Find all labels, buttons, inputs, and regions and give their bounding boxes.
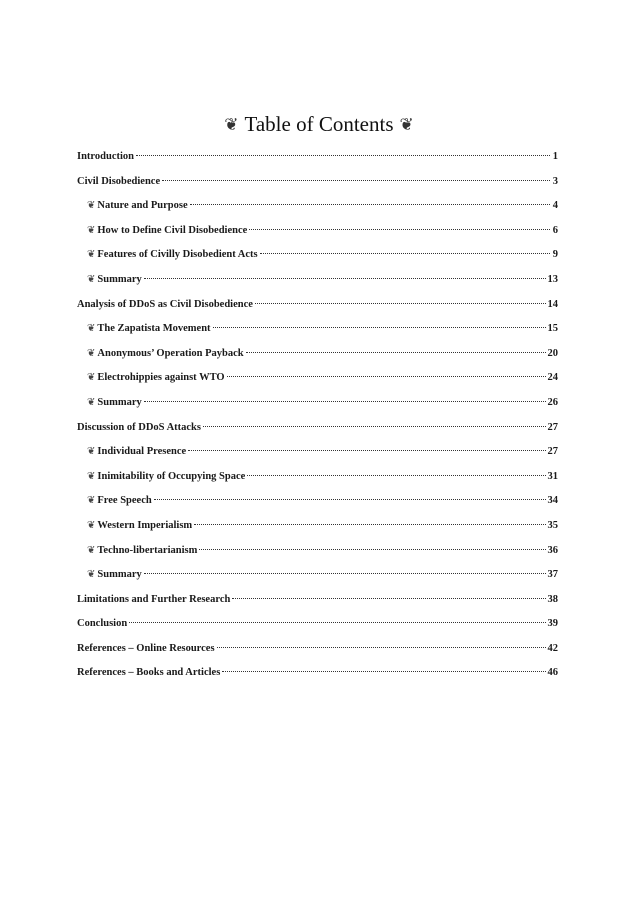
toc-subentry[interactable] bbox=[77, 514, 558, 539]
toc-subentry[interactable] bbox=[77, 219, 558, 244]
toc-subentry[interactable] bbox=[77, 539, 558, 564]
toc-page-number: 9 bbox=[552, 249, 558, 261]
toc-entry-label: The Zapatista Movement bbox=[97, 323, 211, 335]
toc-entry[interactable] bbox=[77, 170, 558, 195]
toc-subentry[interactable] bbox=[77, 563, 558, 588]
toc-subentry[interactable] bbox=[77, 342, 558, 367]
toc-page-number: 24 bbox=[547, 372, 558, 384]
dot-leader bbox=[129, 622, 545, 623]
toc-page-number: 3 bbox=[552, 175, 558, 187]
toc-page-number: 20 bbox=[547, 347, 558, 359]
toc-page-number: 31 bbox=[547, 470, 558, 482]
dot-leader bbox=[162, 180, 550, 181]
toc-entry-label: Civil Disobedience bbox=[77, 175, 161, 187]
toc-entry-label: References – Online Resources bbox=[77, 642, 215, 654]
dot-leader bbox=[136, 155, 550, 156]
toc-entry[interactable] bbox=[77, 416, 558, 441]
toc-subentry[interactable] bbox=[77, 243, 558, 268]
toc-entry-label: Summary bbox=[97, 396, 142, 408]
dot-leader bbox=[144, 401, 546, 402]
toc-entry-label: Features of Civilly Disobedient Acts bbox=[97, 249, 258, 261]
toc-subentry[interactable] bbox=[77, 268, 558, 293]
toc-page-number: 38 bbox=[547, 593, 558, 605]
toc-entry-label: Summary bbox=[97, 273, 142, 285]
toc-page-number: 27 bbox=[547, 421, 558, 433]
toc-page-number: 26 bbox=[547, 396, 558, 408]
floral-bullet-icon: ❦ bbox=[87, 495, 96, 507]
floral-bullet-icon: ❦ bbox=[87, 249, 96, 261]
dot-leader bbox=[227, 376, 546, 377]
toc-entry-label: Introduction bbox=[77, 151, 134, 162]
floral-bullet-icon: ❦ bbox=[87, 323, 96, 335]
dot-leader bbox=[194, 524, 545, 525]
toc-entry-label: Anonymous’ Operation Payback bbox=[97, 347, 244, 359]
floral-bullet-icon: ❦ bbox=[87, 347, 96, 359]
dot-leader bbox=[260, 253, 550, 254]
toc-page-number: 37 bbox=[547, 569, 558, 581]
toc-page-number: 15 bbox=[547, 323, 558, 335]
toc-entry-label: Summary bbox=[97, 569, 142, 581]
toc-page-number: 42 bbox=[547, 642, 558, 654]
dot-leader bbox=[222, 671, 545, 672]
toc-page-number: 39 bbox=[547, 618, 558, 630]
floral-ornament-icon: ❦ bbox=[399, 115, 414, 135]
toc-page-number: 13 bbox=[547, 273, 558, 285]
floral-bullet-icon: ❦ bbox=[87, 200, 96, 212]
dot-leader bbox=[154, 499, 546, 500]
toc-subentry[interactable] bbox=[77, 440, 558, 465]
dot-leader bbox=[249, 229, 550, 230]
dot-leader bbox=[232, 598, 545, 599]
floral-bullet-icon: ❦ bbox=[87, 446, 96, 458]
toc-title-text: Table of Contents bbox=[244, 112, 394, 136]
floral-bullet-icon: ❦ bbox=[87, 544, 96, 556]
toc-entry[interactable] bbox=[77, 612, 558, 637]
toc-entry-label: Limitations and Further Research bbox=[77, 593, 231, 605]
toc-entry-label: Conclusion bbox=[77, 618, 128, 630]
toc-subentry[interactable] bbox=[77, 465, 558, 490]
floral-bullet-icon: ❦ bbox=[87, 372, 96, 384]
toc-subentry[interactable] bbox=[77, 391, 558, 416]
toc-page-number: 35 bbox=[547, 519, 558, 531]
toc-entry-label: Inimitability of Occupying Space bbox=[97, 470, 246, 482]
toc-page-number: 34 bbox=[547, 495, 558, 507]
toc-page-number: 1 bbox=[552, 151, 558, 162]
dot-leader bbox=[255, 303, 546, 304]
toc-entry[interactable] bbox=[77, 145, 558, 170]
floral-ornament-icon: ❦ bbox=[224, 115, 239, 135]
floral-bullet-icon: ❦ bbox=[87, 224, 96, 236]
toc-entry-label: How to Define Civil Disobedience bbox=[97, 224, 248, 236]
dot-leader bbox=[199, 549, 545, 550]
dot-leader bbox=[213, 327, 546, 328]
dot-leader bbox=[247, 475, 545, 476]
toc-subentry[interactable] bbox=[77, 194, 558, 219]
floral-bullet-icon: ❦ bbox=[87, 273, 96, 285]
toc-entry-label: Individual Presence bbox=[97, 446, 187, 458]
toc-entry-label: Discussion of DDoS Attacks bbox=[77, 421, 201, 433]
toc-entry[interactable] bbox=[77, 588, 558, 613]
toc-page-number: 4 bbox=[552, 200, 558, 212]
toc-page-number: 27 bbox=[547, 446, 558, 458]
dot-leader bbox=[246, 352, 546, 353]
toc-subentry[interactable] bbox=[77, 317, 558, 342]
toc-entry[interactable] bbox=[77, 661, 558, 686]
toc-subentry[interactable] bbox=[77, 366, 558, 391]
dot-leader bbox=[144, 573, 546, 574]
toc-page-number: 14 bbox=[547, 298, 558, 310]
toc-page-number: 36 bbox=[547, 544, 558, 556]
floral-bullet-icon: ❦ bbox=[87, 396, 96, 408]
dot-leader bbox=[188, 450, 545, 451]
toc-page-number: 6 bbox=[552, 224, 558, 236]
floral-bullet-icon: ❦ bbox=[87, 519, 96, 531]
toc-entry-label: Analysis of DDoS as Civil Disobedience bbox=[77, 298, 253, 310]
dot-leader bbox=[203, 426, 546, 427]
dot-leader bbox=[144, 278, 546, 279]
toc-entry-label: Western Imperialism bbox=[97, 519, 193, 531]
toc-entry-label: Electrohippies against WTO bbox=[97, 372, 225, 384]
toc-entry-label: Nature and Purpose bbox=[97, 200, 188, 212]
toc-entry[interactable] bbox=[77, 637, 558, 662]
toc-entry-label: Free Speech bbox=[97, 495, 152, 507]
toc-list bbox=[77, 145, 558, 686]
toc-entry-label: References – Books and Articles bbox=[77, 667, 221, 679]
dot-leader bbox=[217, 647, 546, 648]
dot-leader bbox=[190, 204, 550, 205]
toc-entry-label: Techno-libertarianism bbox=[97, 544, 198, 556]
toc-entry[interactable] bbox=[77, 293, 558, 318]
toc-heading bbox=[0, 112, 638, 137]
toc-subentry[interactable] bbox=[77, 489, 558, 514]
floral-bullet-icon: ❦ bbox=[87, 470, 96, 482]
toc-page-number: 46 bbox=[547, 667, 558, 679]
floral-bullet-icon: ❦ bbox=[87, 569, 96, 581]
